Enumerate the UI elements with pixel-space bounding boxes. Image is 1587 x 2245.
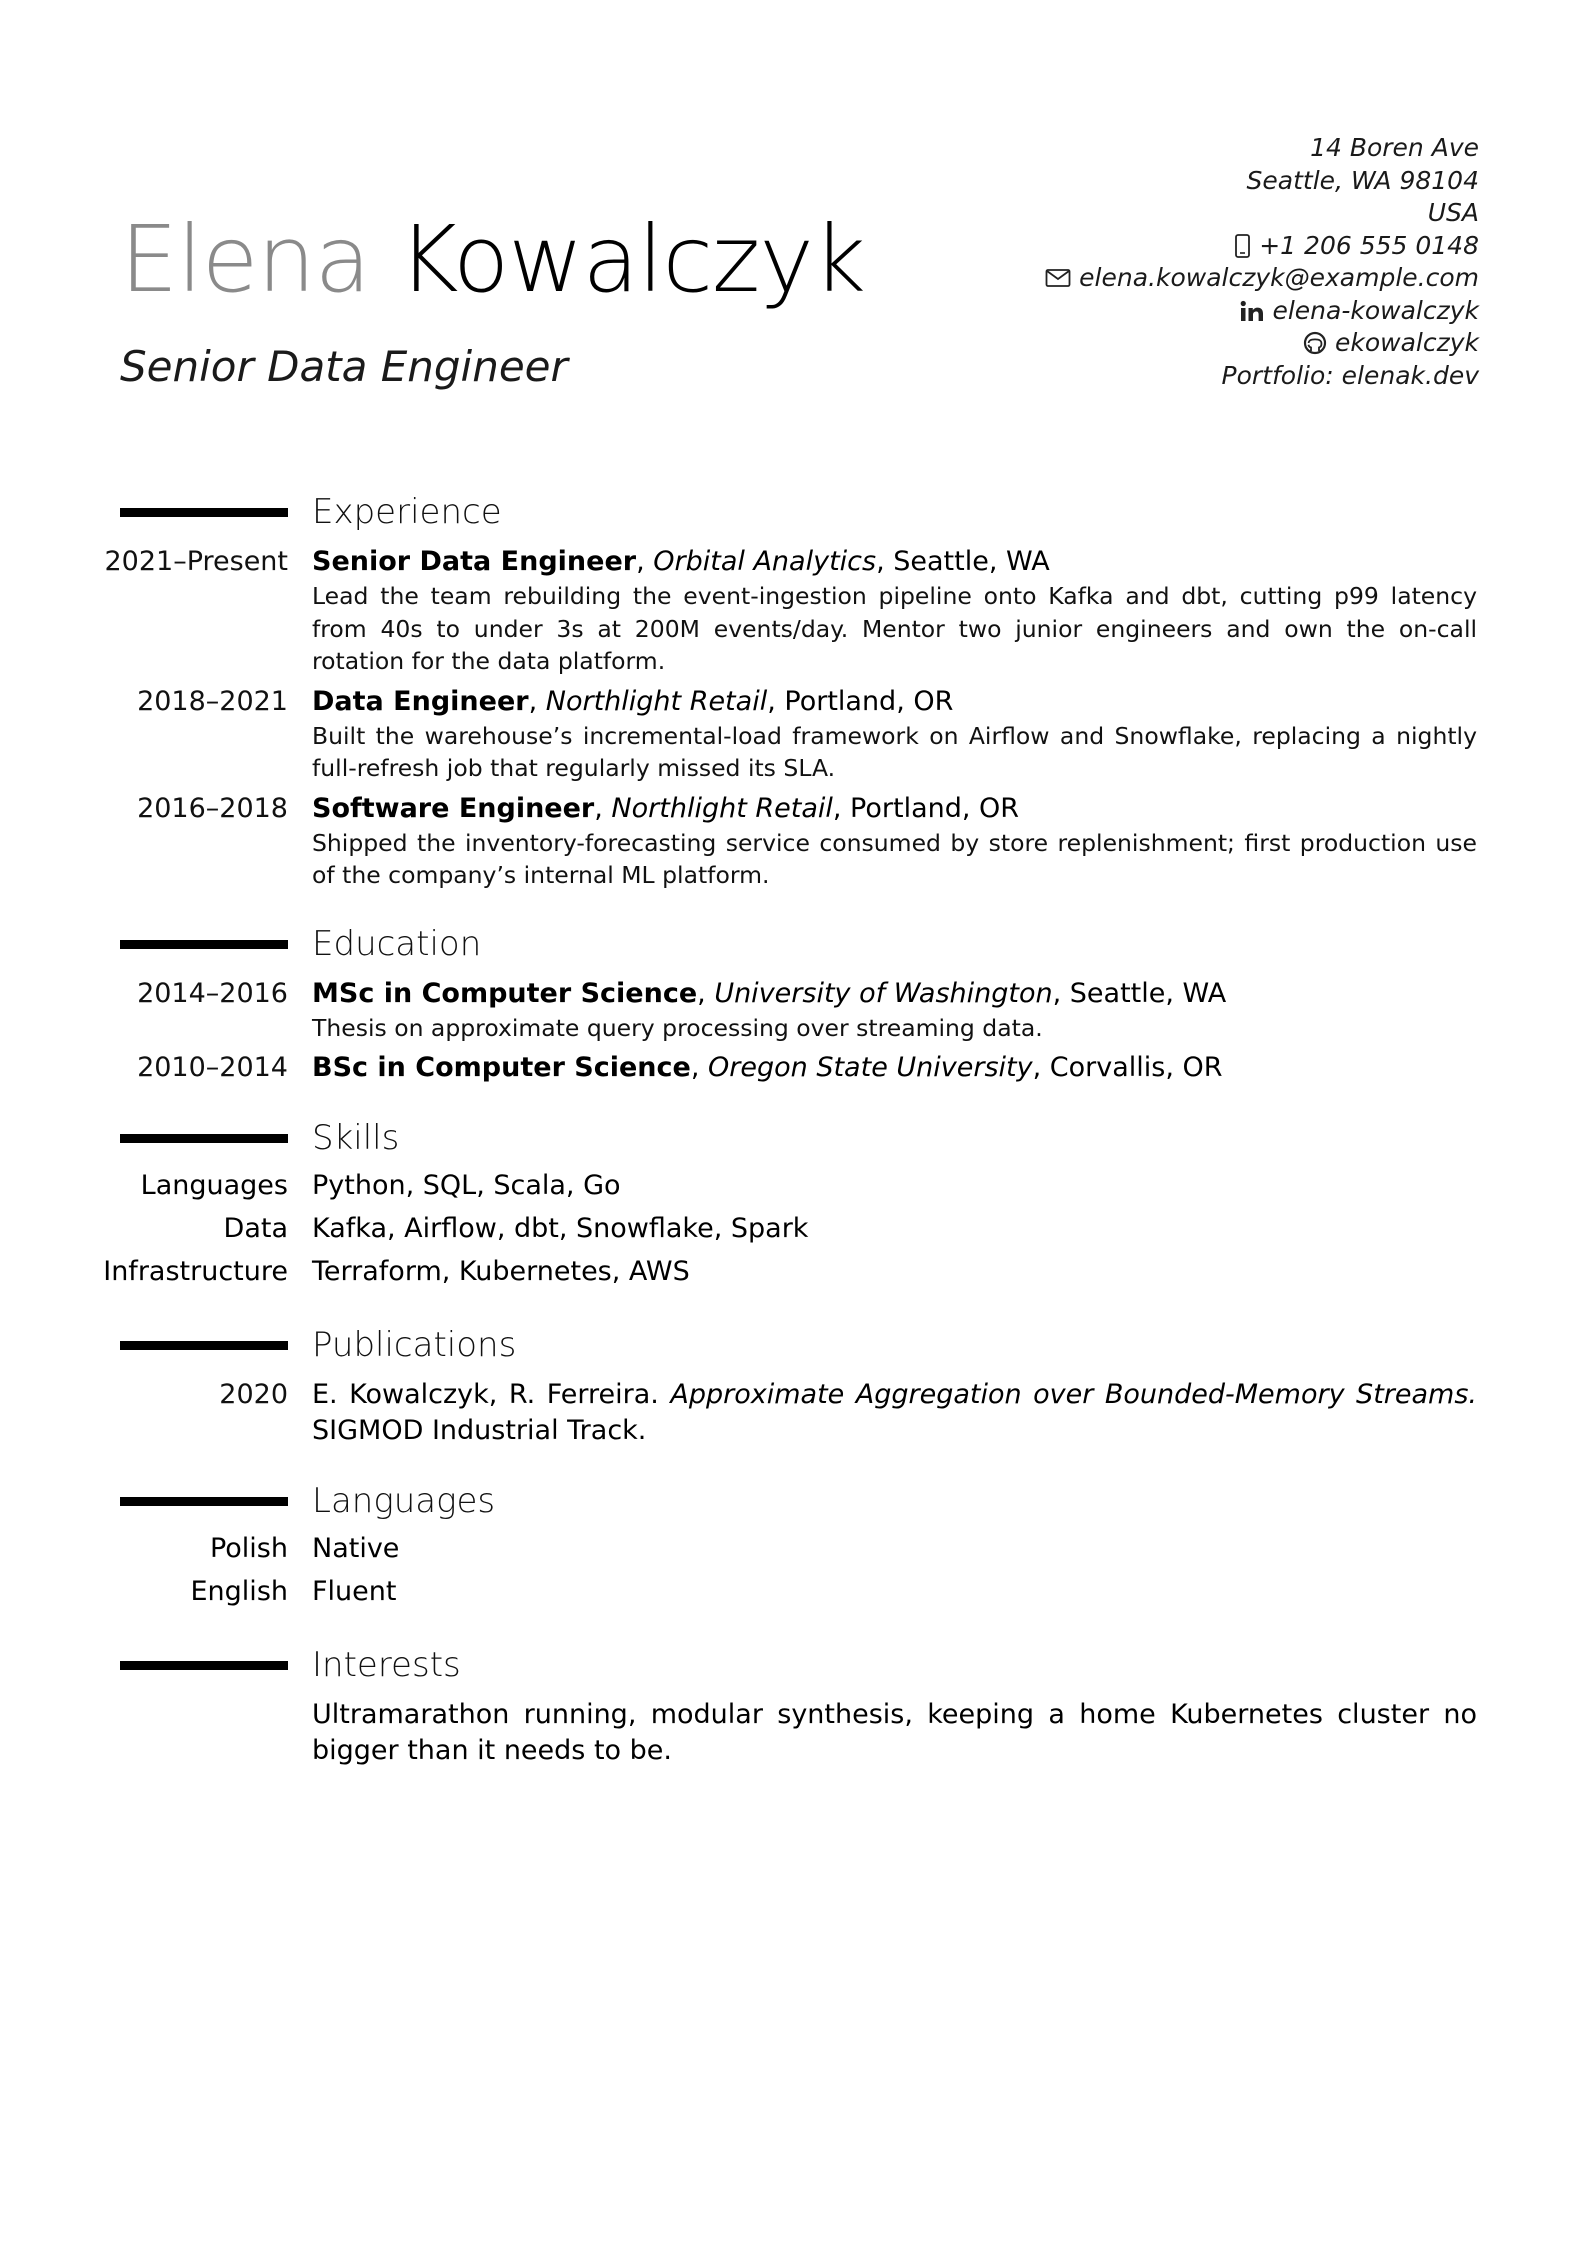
entry-dates: 2010–2014 <box>137 1052 288 1083</box>
address-line-2 <box>919 165 1479 198</box>
github-link[interactable]: ekowalczyk <box>1334 328 1479 357</box>
section-rule <box>120 1661 288 1670</box>
entry-heading: Senior Data Engineer, Orbital Analytics, Seattle, WA <box>312 546 1050 577</box>
section-title: Languages <box>312 1481 496 1521</box>
entry-heading: Software Engineer, Northlight Retail, Portland, OR <box>312 792 1020 824</box>
section-rule <box>120 1134 288 1143</box>
publications-heading <box>0 1323 1587 1371</box>
job-title: Senior Data Engineer <box>120 342 568 391</box>
publication-authors: E. Kowalczyk, R. Ferreira. <box>312 1379 659 1410</box>
education-entry <box>0 1050 1587 1086</box>
first-name: Elena <box>120 206 370 313</box>
country-text: USA <box>1427 198 1479 227</box>
entry-heading: BSc in Computer Science, Oregon State University, Corvallis, OR <box>312 1052 1223 1083</box>
section-rule <box>120 508 288 517</box>
phone-number[interactable]: +1 206 555 0148 <box>1259 230 1479 260</box>
language-row <box>0 1527 1587 1570</box>
skill-row <box>0 1164 1587 1207</box>
skills-section <box>0 1116 1587 1293</box>
education-heading <box>0 922 1587 970</box>
language-name: Polish <box>209 1533 288 1564</box>
section-title: Publications <box>312 1325 517 1365</box>
entry-body <box>312 1050 1477 1086</box>
publication-citation <box>312 1377 1477 1449</box>
entry-location: Corvallis, OR <box>1049 1052 1223 1083</box>
mobile-phone-icon <box>1234 234 1251 258</box>
entry-body <box>312 791 1477 892</box>
publication-venue: SIGMOD Industrial Track. <box>312 1415 647 1446</box>
github-line[interactable] <box>919 327 1479 360</box>
publication-entry <box>0 1377 1587 1449</box>
languages-heading <box>0 1479 1587 1527</box>
section-rule <box>120 940 288 949</box>
last-name: Kowalczyk <box>398 206 866 313</box>
entry-description: Shipped the inventory-forecasting service consumed by store replenishment; first production use of the company’s internal ML platform. <box>312 828 1477 889</box>
experience-entry <box>0 684 1587 785</box>
full-name <box>120 205 865 315</box>
publication-year: 2020 <box>219 1379 288 1410</box>
entry-degree: MSc in Computer Science <box>312 977 698 1009</box>
entry-heading: MSc in Computer Science, University of Washington, Seattle, WA <box>312 977 1227 1009</box>
language-row <box>0 1570 1587 1613</box>
section-title: Education <box>312 923 482 964</box>
entry-school: University of Washington <box>714 977 1053 1009</box>
entry-location: Portland, OR <box>784 685 954 717</box>
linkedin-line[interactable] <box>919 295 1479 328</box>
entry-org: Northlight Retail <box>611 792 833 824</box>
skill-list: Terraform, Kubernetes, AWS <box>312 1256 690 1287</box>
section-title: Experience <box>312 492 502 532</box>
entry-dates: 2021–Present <box>104 546 288 577</box>
entry-heading: Data Engineer, Northlight Retail, Portland, OR <box>312 685 954 717</box>
address-line-1-text: 14 Boren Ave <box>1310 133 1479 162</box>
entry-location: Seattle, WA <box>1069 977 1227 1009</box>
entry-body <box>312 1377 1477 1449</box>
entry-org: Orbital Analytics <box>653 546 877 577</box>
address-line-2-text: Seattle, WA 98104 <box>1246 165 1479 195</box>
address-line-1 <box>919 132 1479 165</box>
entry-dates: 2018–2021 <box>137 685 288 717</box>
language-name: English <box>190 1576 288 1607</box>
portfolio-line[interactable] <box>919 360 1479 393</box>
interests-text: Ultramarathon running, modular synthesis, keeping a home Kubernetes cluster no bigger than it needs to be. <box>312 1699 1477 1766</box>
entry-body <box>312 684 1477 785</box>
education-entry <box>0 976 1587 1045</box>
skill-row <box>0 1207 1587 1250</box>
entry-degree: BSc in Computer Science <box>312 1052 691 1083</box>
education-section <box>0 922 1587 1087</box>
entry-location: Seattle, WA <box>893 546 1050 577</box>
entry-description: Built the warehouse’s incremental-load framework on Airflow and Snowflake, replacing a nightly full-refresh job that regularly missed its SLA. <box>312 721 1477 782</box>
linkedin-icon <box>1240 300 1264 322</box>
section-rule <box>120 1341 288 1350</box>
entry-school: Oregon State University <box>708 1052 1033 1083</box>
skill-category: Infrastructure <box>103 1256 288 1287</box>
publication-title: Approximate Aggregation over Bounded-Memory Streams. <box>670 1379 1477 1410</box>
entry-body <box>312 544 1477 678</box>
linkedin-link[interactable]: elena-kowalczyk <box>1272 295 1479 325</box>
skill-list: Python, SQL, Scala, Go <box>312 1170 621 1201</box>
experience-entry <box>0 544 1587 678</box>
language-level: Native <box>312 1533 400 1564</box>
entry-role: Senior Data Engineer <box>312 546 637 577</box>
entry-location: Portland, OR <box>850 792 1020 824</box>
envelope-icon <box>1045 268 1071 288</box>
interests-section <box>0 1643 1587 1769</box>
entry-dates: 2014–2016 <box>137 977 288 1009</box>
contact-block <box>919 132 1479 392</box>
github-icon <box>1303 331 1327 355</box>
language-level: Fluent <box>312 1576 397 1607</box>
skill-category: Languages <box>140 1170 288 1201</box>
section-rule <box>120 1497 288 1506</box>
entry-dates: 2016–2018 <box>137 792 288 824</box>
experience-heading <box>0 490 1587 538</box>
section-title: Interests <box>312 1645 461 1685</box>
entry-body <box>312 976 1477 1045</box>
languages-section <box>0 1479 1587 1613</box>
entry-role: Software Engineer <box>312 792 595 824</box>
skill-category: Data <box>223 1213 288 1244</box>
entry-role: Data Engineer <box>312 685 529 717</box>
email-line[interactable] <box>919 262 1479 295</box>
address-country <box>919 197 1479 230</box>
entry-description: Thesis on approximate query processing over streaming data. <box>312 1013 1043 1042</box>
skill-row <box>0 1250 1587 1293</box>
entry-org: Northlight Retail <box>545 685 768 717</box>
portfolio-link[interactable]: Portfolio: elenak.dev <box>1221 360 1479 390</box>
phone-line[interactable] <box>919 230 1479 263</box>
email-link[interactable]: elena.kowalczyk@example.com <box>1079 263 1479 292</box>
experience-entry <box>0 791 1587 892</box>
interests-heading <box>0 1643 1587 1691</box>
experience-section <box>0 490 1587 892</box>
entry-description: Lead the team rebuilding the event-ingestion pipeline onto Kafka and dbt, cutting p99 latency from 40s to under 3s at 200M events/day. Mentor two junior engineers and own the on-call rotation for the data platform. <box>312 582 1477 675</box>
section-title: Skills <box>312 1118 400 1158</box>
skills-heading <box>0 1116 1587 1164</box>
publications-section <box>0 1323 1587 1449</box>
resume-sections <box>0 490 1587 1799</box>
skill-list: Kafka, Airflow, dbt, Snowflake, Spark <box>312 1213 809 1244</box>
